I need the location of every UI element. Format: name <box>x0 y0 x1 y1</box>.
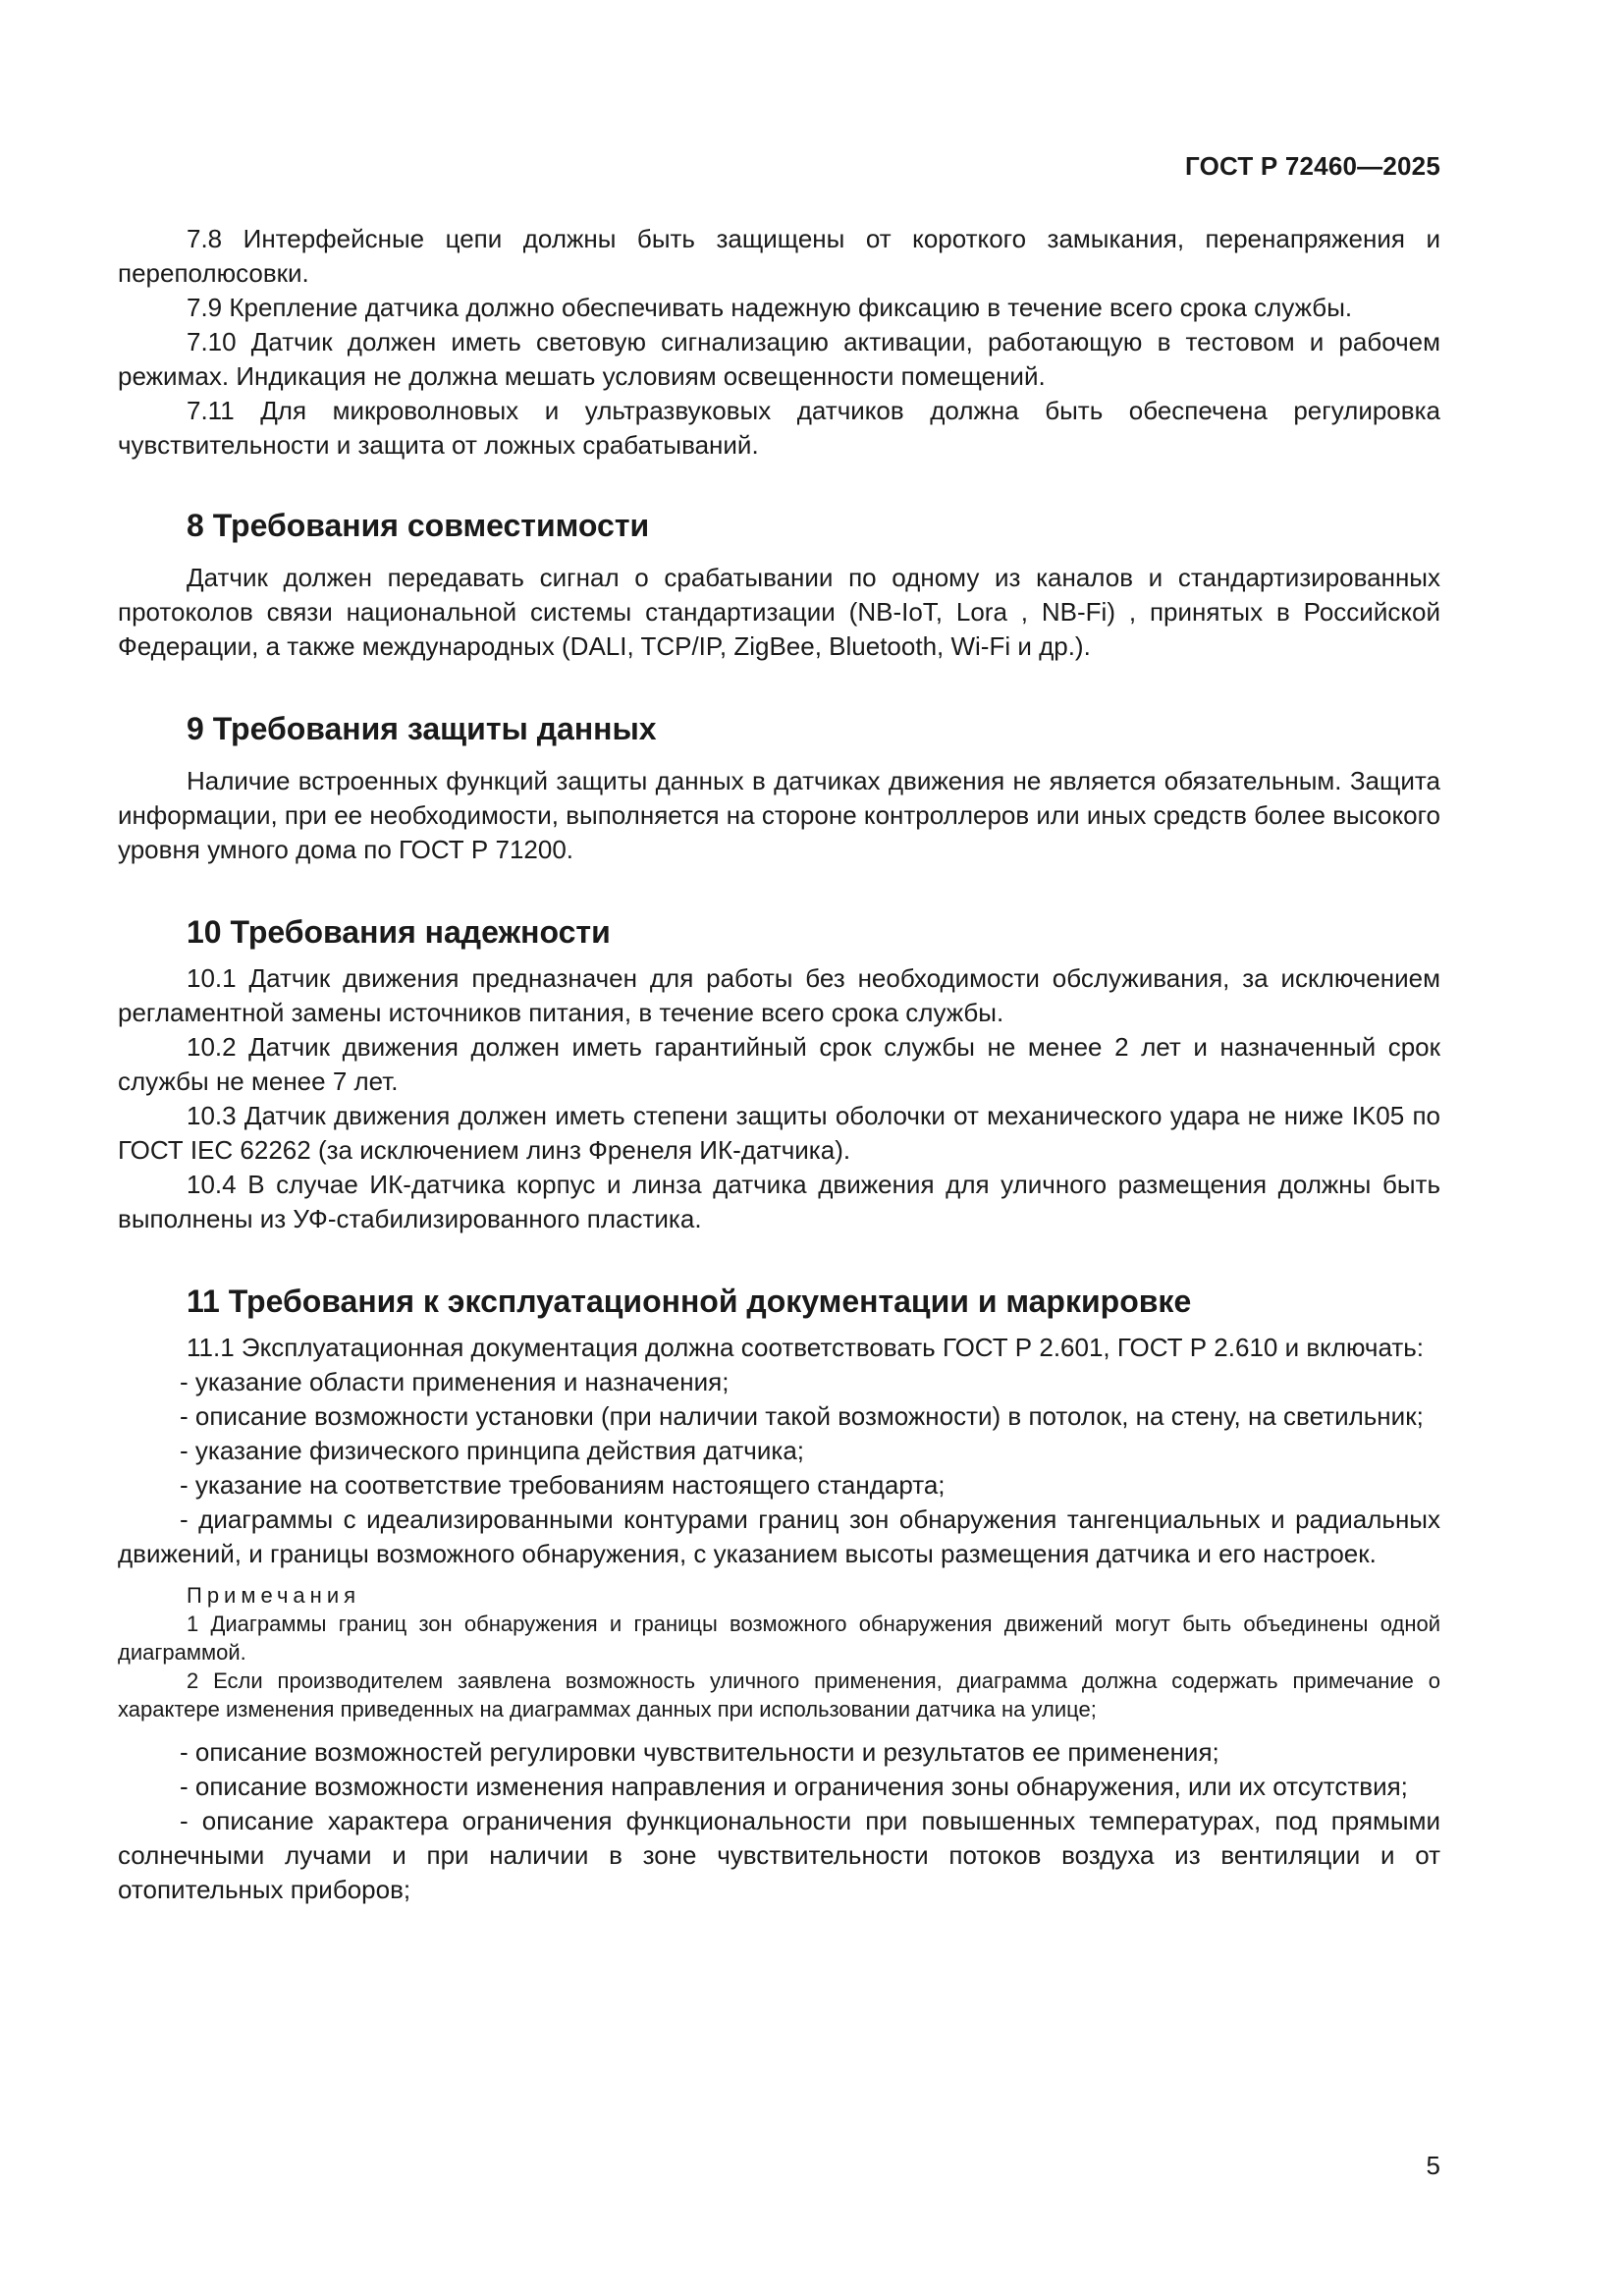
section-11-heading: 11 Требования к эксплуатационной документации и маркировке <box>187 1284 1192 1319</box>
list-item: - указание физического принципа действия датчика; <box>180 1436 804 1465</box>
list-item: - описание возможности установки (при наличии такой возможности) в потолок, на стену, на светильник; <box>180 1401 1424 1431</box>
section-8-text: Датчик должен передавать сигнал о срабатывании по одному из каналов и стандартизированных протоколов связи национальной системы стандартизации (NB-IoT, Lora , NB-Fi) , принятых в Российской Федерации, а также международных (DALI, TCP/IP, ZigBee, Bluetooth, Wi-Fi и др.). <box>118 563 1440 661</box>
paragraph-7-10: 7.10 Датчик должен иметь световую сигнализацию активации, работающую в тестовом и рабочем режимах. Индикация не должна мешать условиям освещенности помещений. <box>118 327 1440 391</box>
paragraph-10-2: 10.2 Датчик движения должен иметь гарантийный срок службы не менее 2 лет и назначенный срок службы не менее 7 лет. <box>118 1032 1440 1096</box>
paragraph-7-11: 7.11 Для микроволновых и ультразвуковых датчиков должна быть обеспечена регулировка чувствительности и защита от ложных срабатываний. <box>118 396 1440 460</box>
list-item: - описание возможностей регулировки чувствительности и результатов ее применения; <box>180 1737 1219 1767</box>
paragraph-10-3: 10.3 Датчик движения должен иметь степени защиты оболочки от механического удара не ниже IK05 по ГОСТ IEC 62262 (за исключением линз Френеля ИК-датчика). <box>118 1101 1440 1165</box>
paragraph-7-9: 7.9 Крепление датчика должно обеспечивать надежную фиксацию в течение всего срока службы. <box>187 293 1353 322</box>
list-item: - диаграммы с идеализированными контурами границ зон обнаружения тангенциальных и радиальных движений, и границы возможного обнаружения, с указанием высоты размещения датчика и его настроек. <box>118 1504 1440 1568</box>
page-number: 5 <box>1426 2151 1440 2180</box>
list-item: - описание возможности изменения направления и ограничения зоны обнаружения, или их отсутствия; <box>180 1772 1408 1801</box>
list-item: - указание области применения и назначения; <box>180 1367 730 1396</box>
list-item: - указание на соответствие требованиям настоящего стандарта; <box>180 1470 946 1500</box>
paragraph-10-1: 10.1 Датчик движения предназначен для работы без необходимости обслуживания, за исключением регламентной замены источников питания, в течение всего срока службы. <box>118 963 1440 1027</box>
note-2: 2 Если производителем заявлена возможность уличного применения, диаграмма должна содержать примечание о характере изменения приведенных на диаграммах данных при использовании датчика на улице; <box>118 1668 1440 1722</box>
paragraph-10-4: 10.4 В случае ИК-датчика корпус и линза датчика движения для уличного размещения должны быть выполнены из УФ-стабилизированного пластика. <box>118 1170 1440 1233</box>
document-code: ГОСТ Р 72460—2025 <box>1185 151 1440 181</box>
section-9-text: Наличие встроенных функций защиты данных в датчиках движения не является обязательным. Защита информации, при ее необходимости, выполняется на стороне контроллеров или иных средств более высокого уровня умного дома по ГОСТ Р 71200. <box>118 766 1440 864</box>
note-1: 1 Диаграммы границ зон обнаружения и границы возможного обнаружения движений могут быть объединены одной диаграммой. <box>118 1612 1440 1665</box>
notes-title: Примечания <box>187 1583 361 1608</box>
paragraph-7-8: 7.8 Интерфейсные цепи должны быть защищены от короткого замыкания, перенапряжения и переполюсовки. <box>118 224 1440 288</box>
paragraph-11-1: 11.1 Эксплуатационная документация должна соответствовать ГОСТ Р 2.601, ГОСТ Р 2.610 и включать: <box>187 1333 1425 1362</box>
section-10-heading: 10 Требования надежности <box>187 914 611 950</box>
section-8-heading: 8 Требования совместимости <box>187 508 650 543</box>
section-9-heading: 9 Требования защиты данных <box>187 711 657 746</box>
notes-block <box>118 1581 1440 1723</box>
page-content <box>118 222 1440 1907</box>
list-item: - описание характера ограничения функциональности при повышенных температурах, под прямыми солнечными лучами и при наличии в зоне чувствительности потоков воздуха из вентиляции и от отопительных приборов; <box>118 1806 1440 1904</box>
